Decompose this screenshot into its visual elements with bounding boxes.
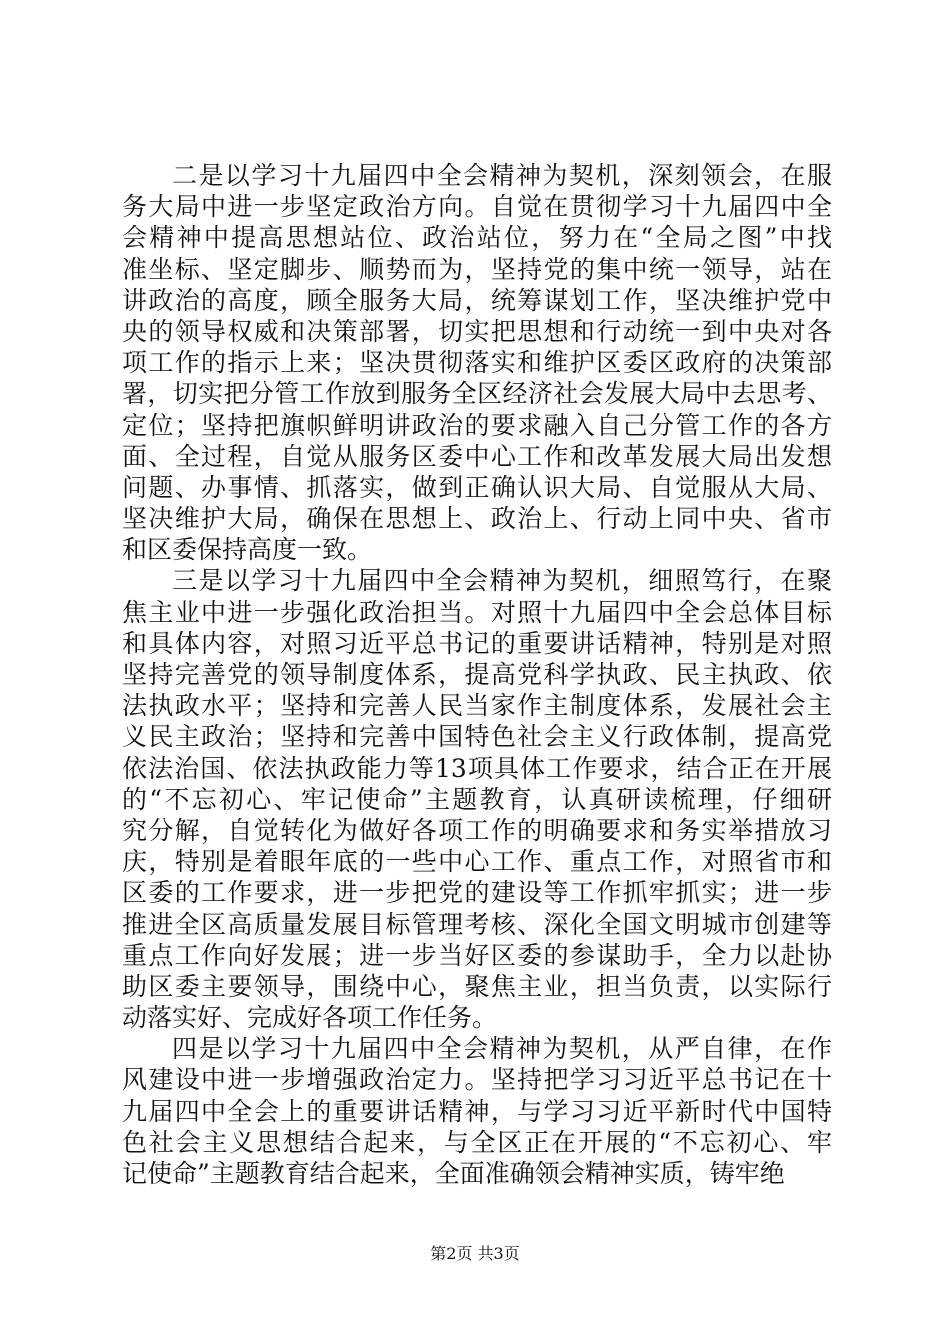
page-footer: 第2页 共3页: [430, 1244, 520, 1263]
text-line: 坚持完善党的领导制度体系，提高党科学执政、民主执政、依: [122, 660, 832, 689]
text-line: 义民主政治；坚持和完善中国特色社会主义行政体制，提高党: [122, 722, 832, 752]
text-line: 和区委保持高度一致。: [122, 535, 373, 565]
text-line: 记使命”主题教育结合起来，全面准确领会精神实质，铸牢绝: [122, 1159, 785, 1188]
paragraph: [122, 565, 832, 1033]
paragraph: [122, 1033, 832, 1189]
text-line: 和具体内容，对照习近平总书记的重要讲话精神，特别是对照: [122, 628, 832, 658]
text-line: 定位；坚持把旗帜鲜明讲政治的要求融入自己分管工作的各方: [122, 410, 832, 440]
text-line: 区委的工作要求，进一步把党的建设等工作抓牢抓实；进一步: [122, 878, 832, 908]
text-line: 法执政水平；坚持和完善人民当家作主制度体系，发展社会主: [122, 691, 832, 721]
text-line: 项工作的指示上来；坚决贯彻落实和维护区委区政府的决策部: [122, 348, 832, 378]
text-line: 面、全过程，自觉从服务区委中心工作和改革发展大局出发想: [122, 441, 832, 471]
text-line: 讲政治的高度，顾全服务大局，统筹谋划工作，坚决维护党中: [122, 285, 832, 315]
text-line: 究分解，自觉转化为做好各项工作的明确要求和务实举措放习: [122, 815, 832, 845]
text-line: 助区委主要领导，围绕中心，聚焦主业，担当负责，以实际行: [122, 971, 832, 1001]
text-line: 推进全区高质量发展目标管理考核、深化全国文明城市创建等: [122, 909, 832, 939]
text-line: 三是以学习十九届四中全会精神为契机，细照笃行，在聚: [172, 566, 832, 596]
text-line: 会精神中提高思想站位、政治站位，努力在“全局之图”中找: [122, 223, 832, 253]
text-line: 色社会主义思想结合起来，与全区正在开展的“不忘初心、牢: [122, 1127, 832, 1157]
text-line: 准坐标、坚定脚步、顺势而为，坚持党的集中统一领导，站在: [122, 254, 832, 284]
text-line: 坚决维护大局，确保在思想上、政治上、行动上同中央、省市: [122, 504, 832, 534]
text-line: 焦主业中进一步强化政治担当。对照十九届四中全会总体目标: [122, 597, 832, 627]
text-line: 署，切实把分管工作放到服务全区经济社会发展大局中去思考、: [122, 379, 832, 409]
text-line: 的“不忘初心、牢记使命”主题教育，认真研读梳理，仔细研: [122, 784, 832, 814]
text-line: 务大局中进一步坚定政治方向。自觉在贯彻学习十九届四中全: [122, 192, 832, 222]
text-line: 风建设中进一步增强政治定力。坚持把学习习近平总书记在十: [122, 1065, 832, 1095]
text-line: 依法治国、依法执政能力等13项具体工作要求，结合正在开展: [122, 753, 832, 783]
text-line: 问题、办事情、抓落实，做到正确认识大局、自觉服从大局、: [122, 472, 832, 502]
text-line: 九届四中全会上的重要讲话精神，与学习习近平新时代中国特: [122, 1096, 832, 1126]
text-line: 二是以学习十九届四中全会精神为契机，深刻领会，在服: [172, 161, 832, 190]
text-line: 央的领导权威和决策部署，切实把思想和行动统一到中央对各: [122, 316, 832, 346]
text-line: 动落实好、完成好各项工作任务。: [122, 1003, 498, 1033]
text-line: 庆，特别是着眼年底的一些中心工作、重点工作，对照省市和: [122, 847, 832, 877]
text-line: 重点工作向好发展；进一步当好区委的参谋助手，全力以赴协: [122, 940, 832, 970]
document-body: [122, 160, 832, 1189]
text-line: 四是以学习十九届四中全会精神为契机，从严自律，在作: [172, 1034, 832, 1064]
paragraph: [122, 160, 832, 565]
